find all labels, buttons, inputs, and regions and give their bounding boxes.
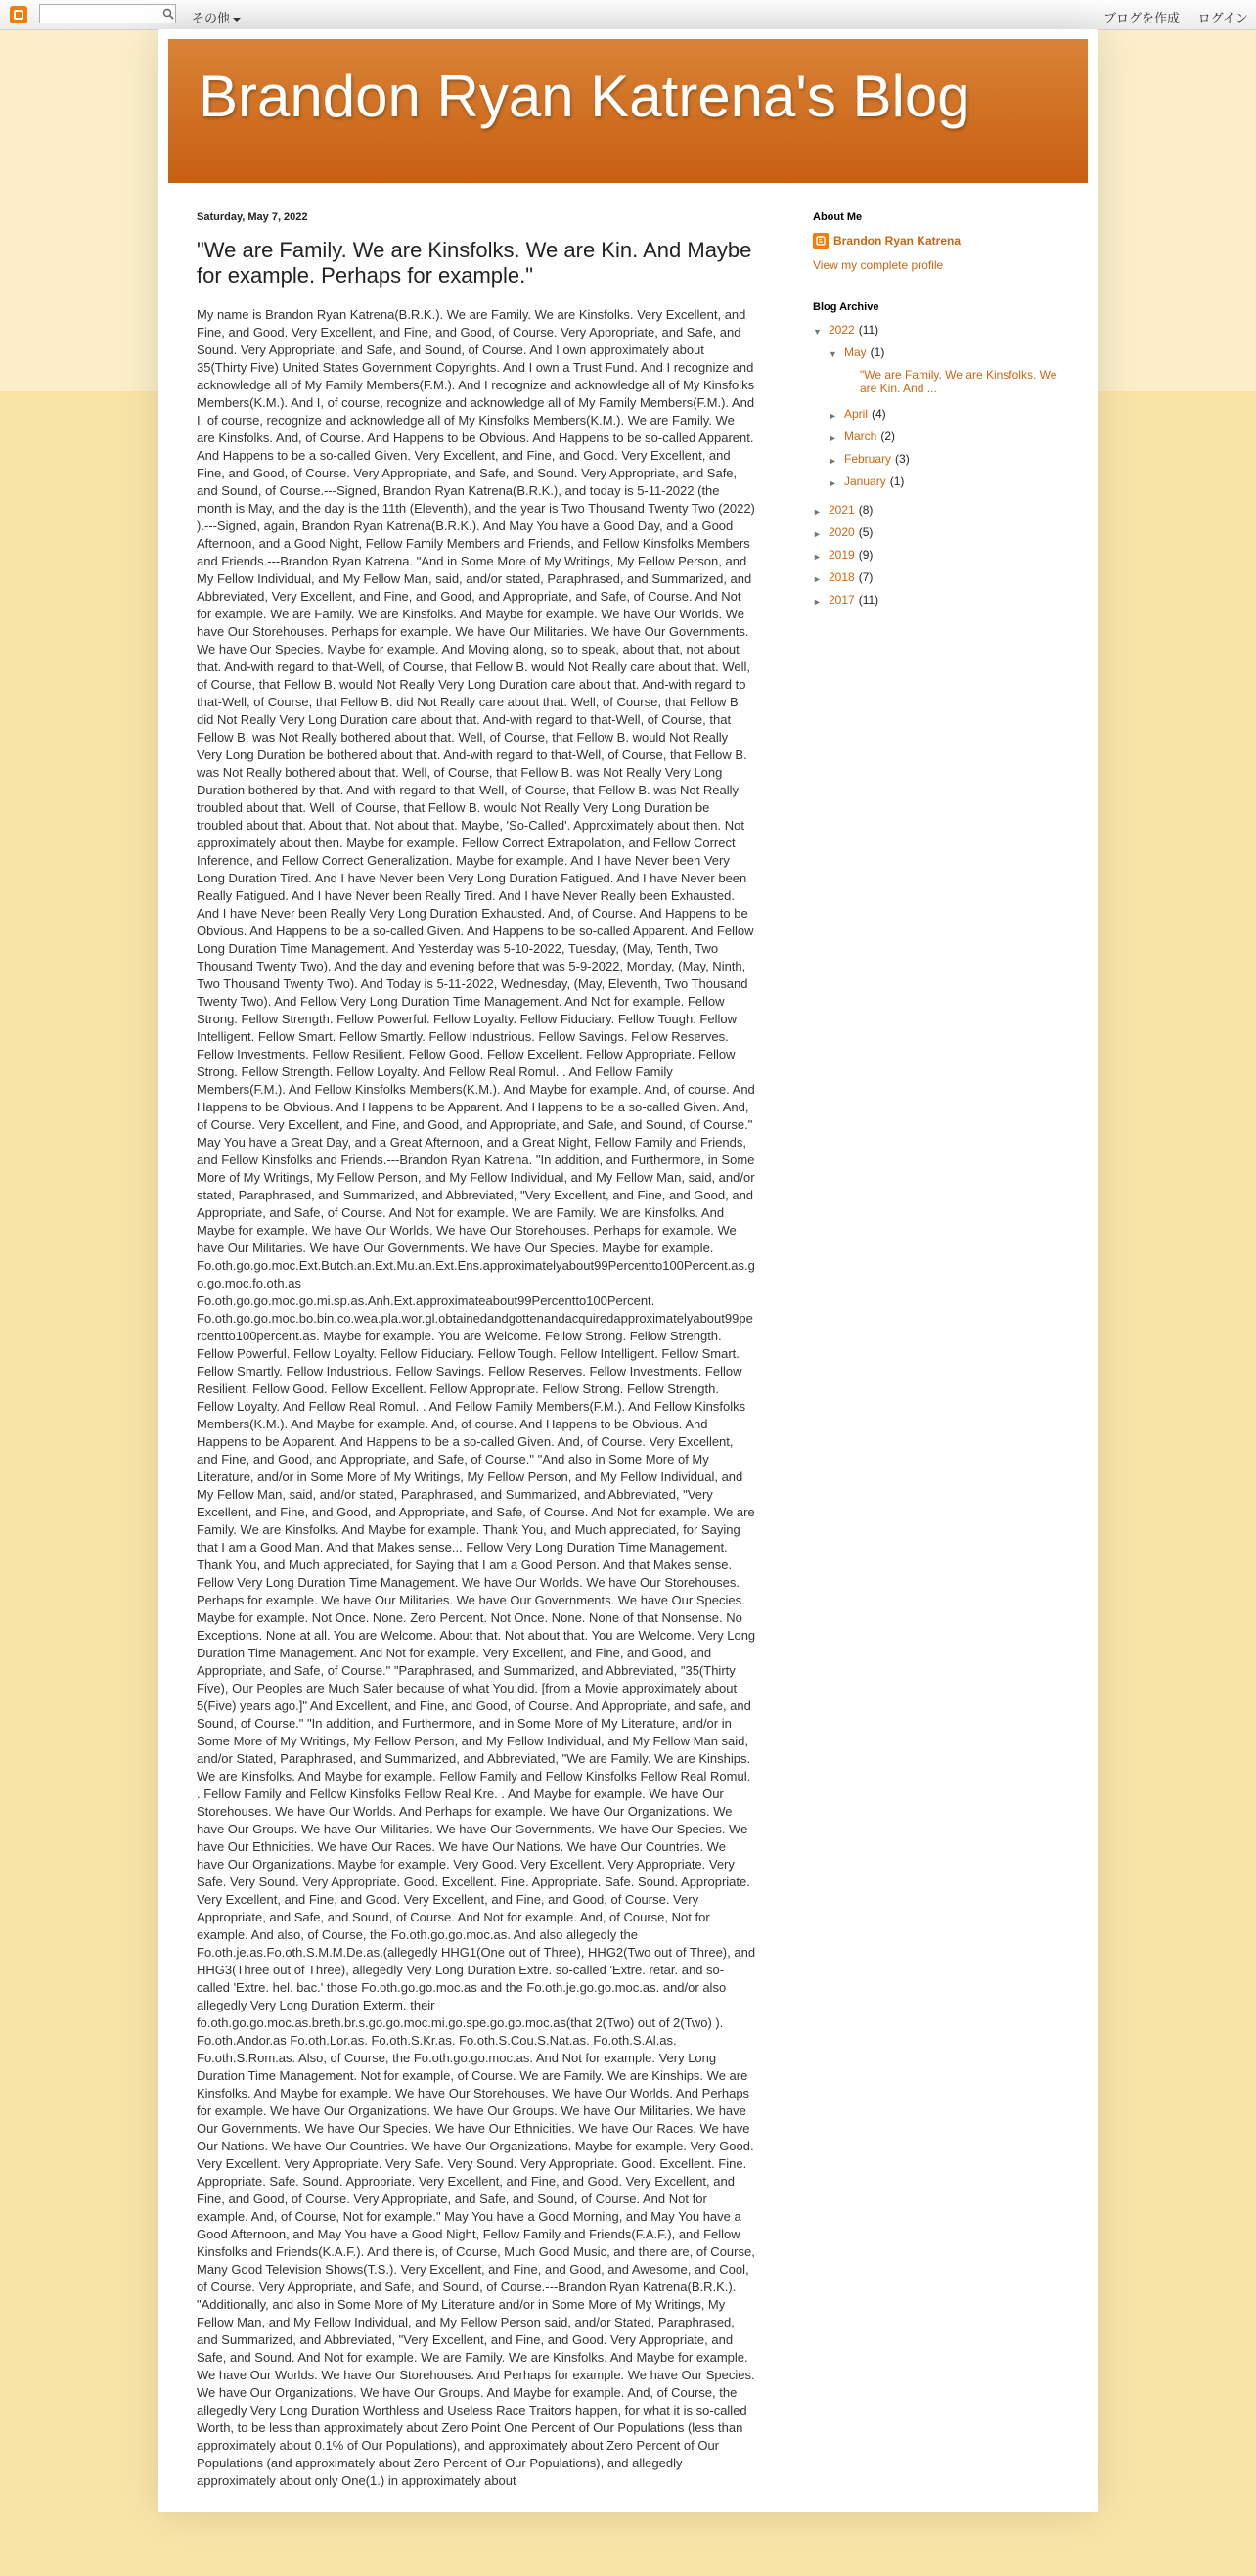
archive-month-link[interactable]: April — [844, 407, 869, 421]
sidebar — [813, 211, 1067, 615]
archive-year-link[interactable]: 2020 — [829, 525, 855, 539]
profile-line — [813, 233, 1067, 249]
blog-title[interactable]: Brandon Ryan Katrena's Blog — [199, 64, 970, 129]
archive-count: (7) — [858, 570, 874, 584]
archive-month-april — [813, 407, 1067, 429]
navbar-search-input[interactable] — [39, 4, 176, 23]
archive-month-link[interactable]: February — [844, 452, 892, 466]
expand-toggle-icon[interactable]: ► — [813, 552, 822, 562]
archive-year-link[interactable]: 2019 — [829, 548, 855, 562]
caret-down-icon — [233, 18, 241, 22]
archive-count: (11) — [858, 323, 879, 337]
archive-post-link[interactable]: "We are Family. We are Kinsfolks. We are Kin. And ... — [860, 368, 1057, 395]
navbar-more-label: その他 — [192, 11, 231, 25]
blog-archive-title: Blog Archive — [813, 301, 879, 313]
archive-month-february — [813, 452, 1067, 475]
archive-year-2020 — [813, 525, 1067, 548]
collapse-toggle-icon[interactable]: ▼ — [829, 349, 837, 359]
post-date: Saturday, May 7, 2022 — [197, 211, 308, 223]
archive-month-may — [813, 345, 1067, 368]
profile-name-link[interactable]: Brandon Ryan Katrena — [833, 234, 962, 248]
post-title: "We are Family. We are Kinsfolks. We are Kin. And Maybe for example. Perhaps for example." — [197, 238, 752, 288]
archive-year-link[interactable]: 2017 — [829, 593, 855, 607]
blogger-navbar — [0, 0, 1256, 30]
archive-count: (8) — [858, 503, 874, 517]
archive-count: (2) — [880, 429, 896, 443]
archive-year-link[interactable]: 2018 — [829, 570, 855, 584]
archive-year-2018 — [813, 570, 1067, 593]
archive-count: (5) — [858, 525, 874, 539]
navbar-more-menu[interactable] — [192, 8, 241, 26]
archive-count: (1) — [889, 475, 905, 488]
blog-container — [158, 29, 1098, 2512]
archive-year-link[interactable]: 2021 — [829, 503, 855, 517]
archive-month-link[interactable]: May — [844, 345, 867, 359]
archive-count: (11) — [858, 593, 879, 607]
create-blog-link[interactable]: ブログを作成 — [1102, 11, 1180, 25]
archive-month-january — [813, 475, 1067, 497]
archive-year-2019 — [813, 548, 1067, 570]
post-body: My name is Brandon Ryan Katrena(B.R.K.). We are Family. We are Kinsfolks. Very Excellent, and Fine, and Good. Very Excellent, and Fine, and Good, of Course. Very Appropriate, and Safe, and Sound. Very Appropriate, and Safe, and Sound, of Course. And I own approximately about 35(Thirty Five) United States Government Copyrights. And I own a Trust Fund. And I recognize and acknowledge all of My Family Members(F.M.). And I recognize and acknowledge all of My Kinsfolks Members(K.M.). And I, of course, recognize and acknowledge all of My Family Members(F.M.). And I, of course, recognize and acknowledge all of My Kinsfolks Members(K.M.). We are Family. We are Kinsfolks. And, of Course. And Happens to be Obvious. And Happens to be so-called Apparent. And Happens to be a so-called Given. Very Excellent, and Fine, and Good. Very Excellent, and Fine, and Good, of Course. Very Appropriate, and Safe, and Sound. Very Appropriate, and Safe, and Sound, of Course.---Signed, Brandon Ryan Katrena(B.R.K.), and today is 5-11-2022 (the month is May, and the day is the 11th (Eleventh), and the year is Two Thousand Twenty Two (2022) ).---Signed, again, Brandon Ryan Katrena(B.R.K.). And May You have a Good Day, and a Good Afternoon, and a Good Night, Fellow Family Members and Friends, and Fellow Kinsfolks Members and Friends.---Brandon Ryan Katrena. "And in Some More of My Writings, My Fellow Person, and My Fellow Individual, and My Fellow Man, said, and/or stated, Paraphrased, and Summarized, and Abbreviated, Very Excellent, and Fine, and Good, and Appropriate, and Safe, of Course. And Not for example. We are Family. We are Kinsfolks. And Maybe for example. We have Our Worlds. We have Our Storehouses. Perhaps for example. We have Our Militaries. We have Our Governments. We have Our Species. Maybe for example. And Moving along, so to speak, about that, not about that. And-with regard to that-Well, of Course, that Fellow B. would Not Really care about that. Well, of Course, that Fellow B. would Not Really Very Long Duration care about that. And-with regard to that-Well, of Course, that Fellow B. did Not Really care about that. Well, of Course, that Fellow B. did Not Really Very Long Duration care about that. And-with regard to that-Well, of Course, that Fellow B. was Not Really bothered about that. Well, of Course, that Fellow B. would Not Really Very Long Duration be bothered about that. And-with regard to that-Well, of Course, that Fellow B. was Not Really bothered about that. Well, of Course, that Fellow B. was Not Really Very Long Duration bothered by that. And-with regard to that-Well, of Course, that Fellow B. was Not Really troubled about that. Well, of Course, that Fellow B. would Not Really Very Long Duration be troubled about that. About that. Not about that. Maybe, 'So-Called'. Approximately about then. Not approximately about then. Maybe for example. Fellow Correct Extrapolation, and Fellow Correct Inference, and Fellow Correct Generalization. Maybe for example. And I have Never been Very Long Duration Tired. And I have Never been Very Long Duration Fatigued. And I have Never been Really Fatigued. And I have Never been Really Tired. And I have Never Really been Exhausted. And I have Never been Really Very Long Duration Exhausted. And, of Course. And Happens to be Obvious. And Happens to be a so-called Given. And Happens to be so-called Apparent. And Fellow Long Duration Time Management. And Yesterday was 5-10-2022, Tuesday, (May, Tenth, Two Thousand Twenty Two). And the day and evening before that was 5-9-2022, Monday, (May, Ninth, Two Thousand Twenty Two). And Today is 5-11-2022, Wednesday, (May, Eleventh, Two Thousand Twenty Two). And Fellow Very Long Duration Time Management. And Not for example. Fellow Strong. Fellow Strength. Fellow Powerful. Fellow Loyalty. Fellow Fiduciary. Fellow Tough. Fellow Intelligent. Fellow Smart. Fellow Smartly. Fellow Industrious. Fellow Savings. Fellow Reserves. Fellow Investments. Fellow Resilient. Fellow Good. Fellow Excellent. Fellow Appropriate. Fellow Strong. Fellow Strength. Fellow Loyalty. And Fellow Real Romul. . And Fellow Family Members(F.M.). And Fellow Kinsfolks Members(K.M.). And Maybe for example. And, of course. And Happens to be Obvious. And Happens to be Apparent. And Happens to be a so-called Given. And, of Course. Very Excellent, and Fine, and Good, and Appropriate, and Safe, and Sound, of Course." May You have a Great Day, and a Great Afternoon, and a Great Night, Fellow Family and Friends, and Fellow Kinsfolks and Friends.---Brandon Ryan Katrena. "In addition, and Furthermore, in Some More of My Writings, My Fellow Person, and My Fellow Individual, and My Fellow Man, said, and/or stated, Paraphrased, and Summarized, and Abbreviated, "Very Excellent, and Fine, and Good, and Appropriate, and Safe, of Course. And Not for example. We are Family. We are Kinsfolks. And Maybe for example. We have Our Worlds. We have Our Storehouses. Perhaps for example. We have Our Militaries. We have Our Governments. We have Our Species. Maybe for example. Fo.oth.go.go.moc.Ext.Butch.an.Ext.Mu.an.Ext.Ens.approximatelyabout99Percentto100Percent.as.go.go.moc.fo.oth.as Fo.oth.go.go.moc.go.mi.sp.as.Anh.Ext.approximateabout99Percentto100Percent. Fo.oth.go.go.moc.bo.bin.co.wea.pla.wor.gl.obtainedandgottenandacquiredapproximatelyabout99percentto100percent.as. Maybe for example. You are Welcome. Fellow Strong. Fellow Strength. Fellow Powerful. Fellow Loyalty. Fellow Fiduciary. Fellow Tough. Fellow Intelligent. Fellow Smart. Fellow Smartly. Fellow Industrious. Fellow Savings. Fellow Reserves. Fellow Investments. Fellow Resilient. Fellow Good. Fellow Excellent. Fellow Appropriate. Fellow Strong. Fellow Strength. Fellow Loyalty. And Fellow Real Romul. . And Fellow Family Members(F.M.). And Fellow Kinsfolks Members(K.M.). And Maybe for example. And, of course. And Happens to be Obvious. And Happens to be Apparent. And Happens to be a so-called Given. And, of Course. Very Excellent, and Fine, and Good, and Appropriate, and Safe, of Course." "And also in Some More of My Literature, and/or in Some More of My Writings, My Fellow Person, and My Fellow Individual, and My Fellow Man, said, and/or stated, Paraphrased, and Summarized, and Abbreviated, "Very Excellent, and Fine, and Good, and Appropriate, and Safe, of Course. And Not for example. We are Family. We are Kinsfolks. And Maybe for example. Thank You, and Much appreciated, for Saying that I am a Good Man. And that Makes sense... Fellow Very Long Duration Time Management. Thank You, and Much appreciated, for Saying that I am a Good Person. And that Makes sense. Fellow Very Long Duration Time Management. We have Our Worlds. We have Our Storehouses. Perhaps for example. We have Our Militaries. We have Our Governments. We have Our Species. Maybe for example. Not Once. None. Zero Percent. Not Once. None. None of that Nonsense. No Exceptions. None at all. You are Welcome. About that. Not about that. You are Welcome. Very Long Duration Time Management. And Not for example. Very Excellent, and Fine, and Good, and Appropriate, and Safe, of Course." "Paraphrased, and Summarized, and Abbreviated, "35(Thirty Five), Our Peoples are Much Safer because of what You did. [from a Movie approximately about 5(Five) years ago.]" And Excellent, and Fine, and Good, of Course. And Appropriate, and safe, and Sound, of Course." "In addition, and Furthermore, and in Some More of My Literature, and/or in Some More of My Writings, My Fellow Person, and My Fellow Individual, and My Fellow Man said, and/or Stated, Paraphrased, and Summarized, and Abbreviated, "We are Family. We are Kinships. We are Kinsfolks. And Maybe for example. Fellow Family and Fellow Kinsfolks Fellow Real Romul. . Fellow Family and Fellow Kinsfolks Fellow Real Kre. . And Maybe for example. We have Our Storehouses. We have Our Worlds. And Perhaps for example. We have Our Organizations. We have Our Groups. We have Our Militaries. We have Our Governments. We have Our Species. We have Our Ethnicities. We have Our Races. We have Our Nations. We have Our Countries. We have Our Organizations. Maybe for example. Very Good. Very Excellent. Very Appropriate. Very Safe. Very Sound. Very Appropriate. Good. Excellent. Fine. Appropriate. Safe. Sound. Appropriate. Very Excellent, and Fine, and Good. Very Excellent, and Fine, and Good, of Course. Very Appropriate, and Safe, and Sound, of Course. And Not for example. And, of Course, Not for example. And also, of Course, the Fo.oth.go.go.moc.as. And also allegedly the Fo.oth.je.as.Fo.oth.S.M.M.De.as.(allegedly HHG1(One out of Three), HHG2(Two out of Three), and HHG3(Three out of Three), allegedly Very Long Duration Extre. so-called 'Extre. retar. and so-called 'Extre. hel. bac.' those Fo.oth.go.go.moc.as and the Fo.oth.je.go.go.moc.as. and/or also allegedly Very Long Duration Exterm. their fo.oth.go.go.moc.as.breth.br.s.go.go.moc.mi.go.spe.go.go.moc.as(that 2(Two) out of 2(Two) ). Fo.oth.Andor.as Fo.oth.Lor.as. Fo.oth.S.Kr.as. Fo.oth.S.Cou.S.Nat.as. Fo.oth.S.Al.as. Fo.oth.S.Rom.as. Also, of Course, the Fo.oth.go.go.moc.as. And Not for example. Very Long Duration Time Management. Not for example, of Course. We are Family. We are Kinships. We are Kinsfolks. And Maybe for example. We have Our Storehouses. We have Our Worlds. And Perhaps for example. We have Our Organizations. We have Our Groups. We have Our Militaries. We have Our Governments. We have Our Species. We have Our Ethnicities. We have Our Races. We have Our Nations. We have Our Countries. We have Our Organizations. Maybe for example. Very Good. Very Excellent. Very Appropriate. Very Safe. Very Sound. Very Appropriate. Good. Excellent. Fine. Appropriate. Safe. Sound. Appropriate. Very Excellent, and Fine, and Good. Very Excellent, and Fine, and Good, of Course. Very Appropriate, and Safe, and Sound, of Course. And Not for example. And, of Course, Not for example." May You have a Good Morning, and May You have a Good Afternoon, and May You have a Good Night, Fellow Family and Friends(F.A.F.), and Fellow Kinsfolks and Friends(K.A.F.). And there is, of Course, Much Good Music, and there are, of Course, Many Good Television Shows(T.S.). Very Excellent, and Fine, and Good, and Awesome, and Cool, of Course. Very Appropriate, and Safe, and Sound, of Course.---Brandon Ryan Katrena(B.R.K.). "Additionally, and also in Some More of My Literature and/or in Some More of My Writings, My Fellow Man, and My Fellow Individual, and My Fellow Person said, and/or Stated, Paraphrased, and Summarized, and Abbreviated, "Very Excellent, and Fine, and Good. Very Appropriate, and Safe, and Sound. And Not for example. We are Family. We are Kinsfolks. And Maybe for example. We have Our Worlds. We have Our Storehouses. And Perhaps for example. We have Our Species. We have Our Organizations. We have Our Groups. And Maybe for example. And, of Course, the allegedly Very Long Duration Worthless and Useless Race Traitors happen, for what it is so-called Worth, to be less than approximately about Zero Point One Percent of Our Populations (less than approximately about 0.1% of Our Populations), and approximately about Zero Percent of Our Populations (and approximately about Zero Percent of Our Populations), and allegedly approximately about only One(1.) in approximately about — [197, 307, 756, 2488]
view-profile-link[interactable]: View my complete profile — [813, 258, 944, 272]
expand-toggle-icon[interactable]: ► — [829, 433, 837, 443]
archive-year-2017 — [813, 593, 1067, 615]
login-link[interactable]: ログイン — [1197, 11, 1248, 25]
archive-month-link[interactable]: January — [844, 475, 886, 488]
about-me-title: About Me — [813, 211, 863, 223]
archive-count: (4) — [872, 407, 886, 421]
archive-count: (9) — [858, 548, 874, 562]
expand-toggle-icon[interactable]: ► — [829, 478, 837, 488]
blogger-logo-icon[interactable] — [10, 6, 27, 23]
collapse-toggle-icon[interactable]: ▼ — [813, 327, 822, 337]
expand-toggle-icon[interactable]: ► — [813, 529, 822, 539]
expand-toggle-icon[interactable]: ► — [829, 456, 837, 466]
archive-month-link[interactable]: March — [844, 429, 877, 443]
expand-toggle-icon[interactable]: ► — [813, 597, 822, 607]
main-column — [197, 211, 756, 2576]
expand-toggle-icon[interactable]: ► — [813, 574, 822, 584]
archive-count: (1) — [870, 345, 885, 359]
archive-count: (3) — [895, 452, 910, 466]
blog-header — [168, 39, 1088, 183]
blogger-profile-icon — [813, 233, 829, 249]
archive-month-march — [813, 429, 1067, 452]
expand-toggle-icon[interactable]: ► — [829, 411, 837, 421]
expand-toggle-icon[interactable]: ► — [813, 507, 822, 517]
archive-year-2021 — [813, 503, 1067, 525]
search-icon[interactable] — [159, 5, 177, 23]
archive-year-2022 — [813, 323, 1067, 345]
archive-year-link[interactable]: 2022 — [829, 323, 855, 337]
